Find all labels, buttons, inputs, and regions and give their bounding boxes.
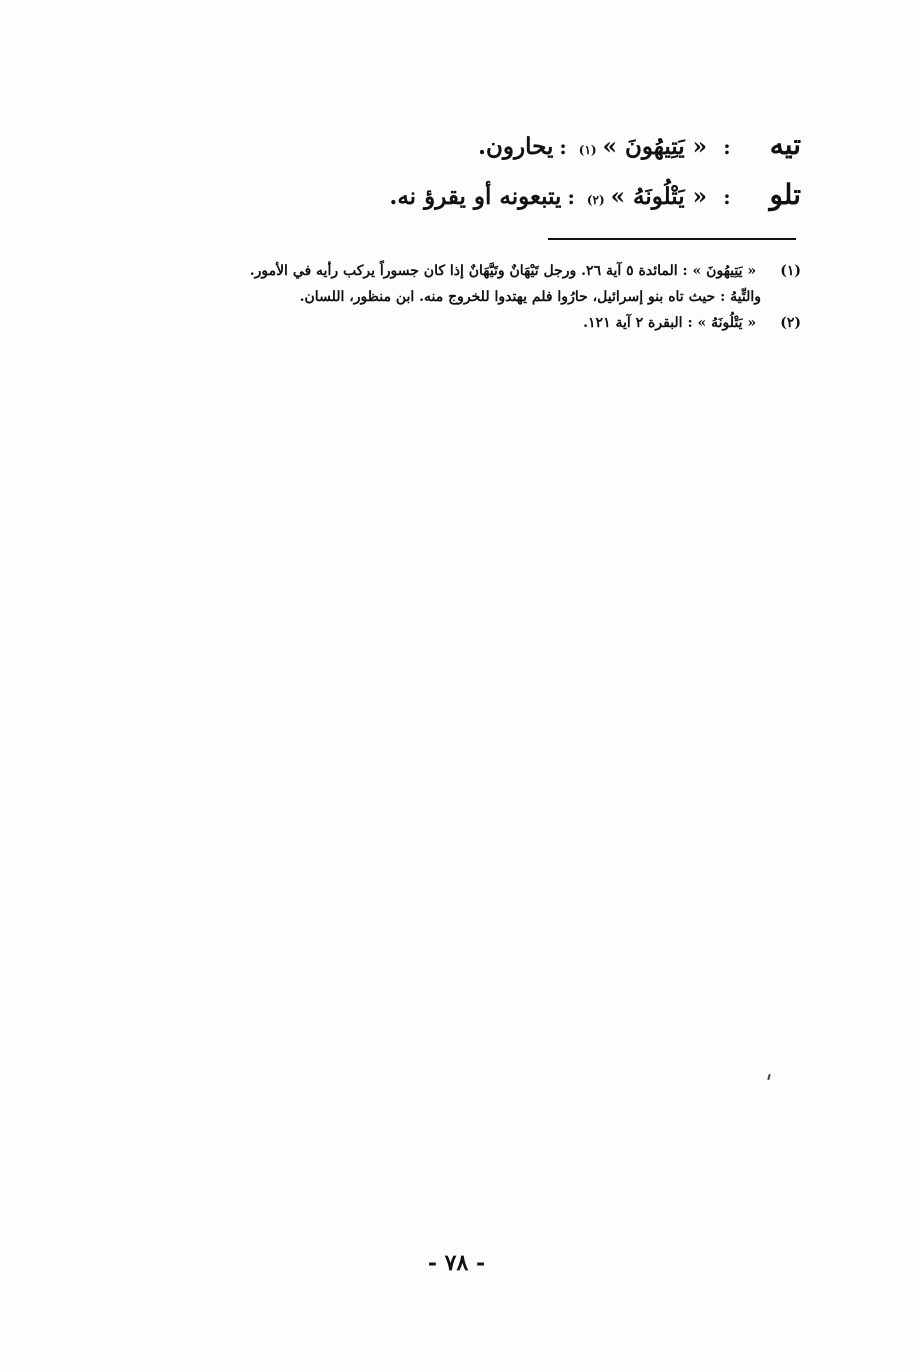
entry-separator: : xyxy=(567,185,575,209)
footnote-ref: (٢) xyxy=(586,193,605,207)
footnote-text: والتِّيهُ : حيث تاه بنو إسرائيل، حارُوا فلم يهتدوا للخروج منه. ابن منظور، اللسان. xyxy=(299,289,761,305)
footnote-divider xyxy=(548,238,796,240)
entry-meaning: يتبعونه أو يقرؤ نه. xyxy=(389,183,562,210)
entry-colon: : xyxy=(723,135,731,159)
stray-mark xyxy=(767,1074,770,1080)
entry-word: « يَتِيهُونَ » xyxy=(602,133,707,160)
entry-tih xyxy=(241,128,801,178)
entry-colon: : xyxy=(723,185,731,209)
entry-talw xyxy=(241,178,801,228)
footnote-1-line-1 xyxy=(121,258,801,284)
footnote-ref: (١) xyxy=(578,143,597,157)
footnote-number: (١) xyxy=(780,263,801,279)
footnote-text: « يَتِيهُونَ » : المائدة ٥ آية ٢٦. ورجل تَيْهَانٌ وتَيَّهَانٌ إذا كان جسوراً يركب رأيه في الأمور. xyxy=(249,263,757,279)
page-number: - ٧٨ - xyxy=(427,1250,486,1276)
entry-separator: : xyxy=(559,135,567,159)
entry-root: تلو xyxy=(769,178,801,211)
footnotes xyxy=(121,258,801,336)
footnote-2-line-1 xyxy=(121,310,801,336)
entry-word: « يَتْلُونَهُ » xyxy=(610,183,707,210)
footnote-text: « يَتْلُونَهُ » : البقرة ٢ آية ١٢١. xyxy=(583,315,757,331)
glossary-entries xyxy=(241,128,801,228)
footnote-1-line-2 xyxy=(121,284,801,310)
entry-root: تيه xyxy=(769,128,801,161)
entry-meaning: يحارون. xyxy=(477,133,554,160)
footnote-number: (٢) xyxy=(780,315,801,331)
